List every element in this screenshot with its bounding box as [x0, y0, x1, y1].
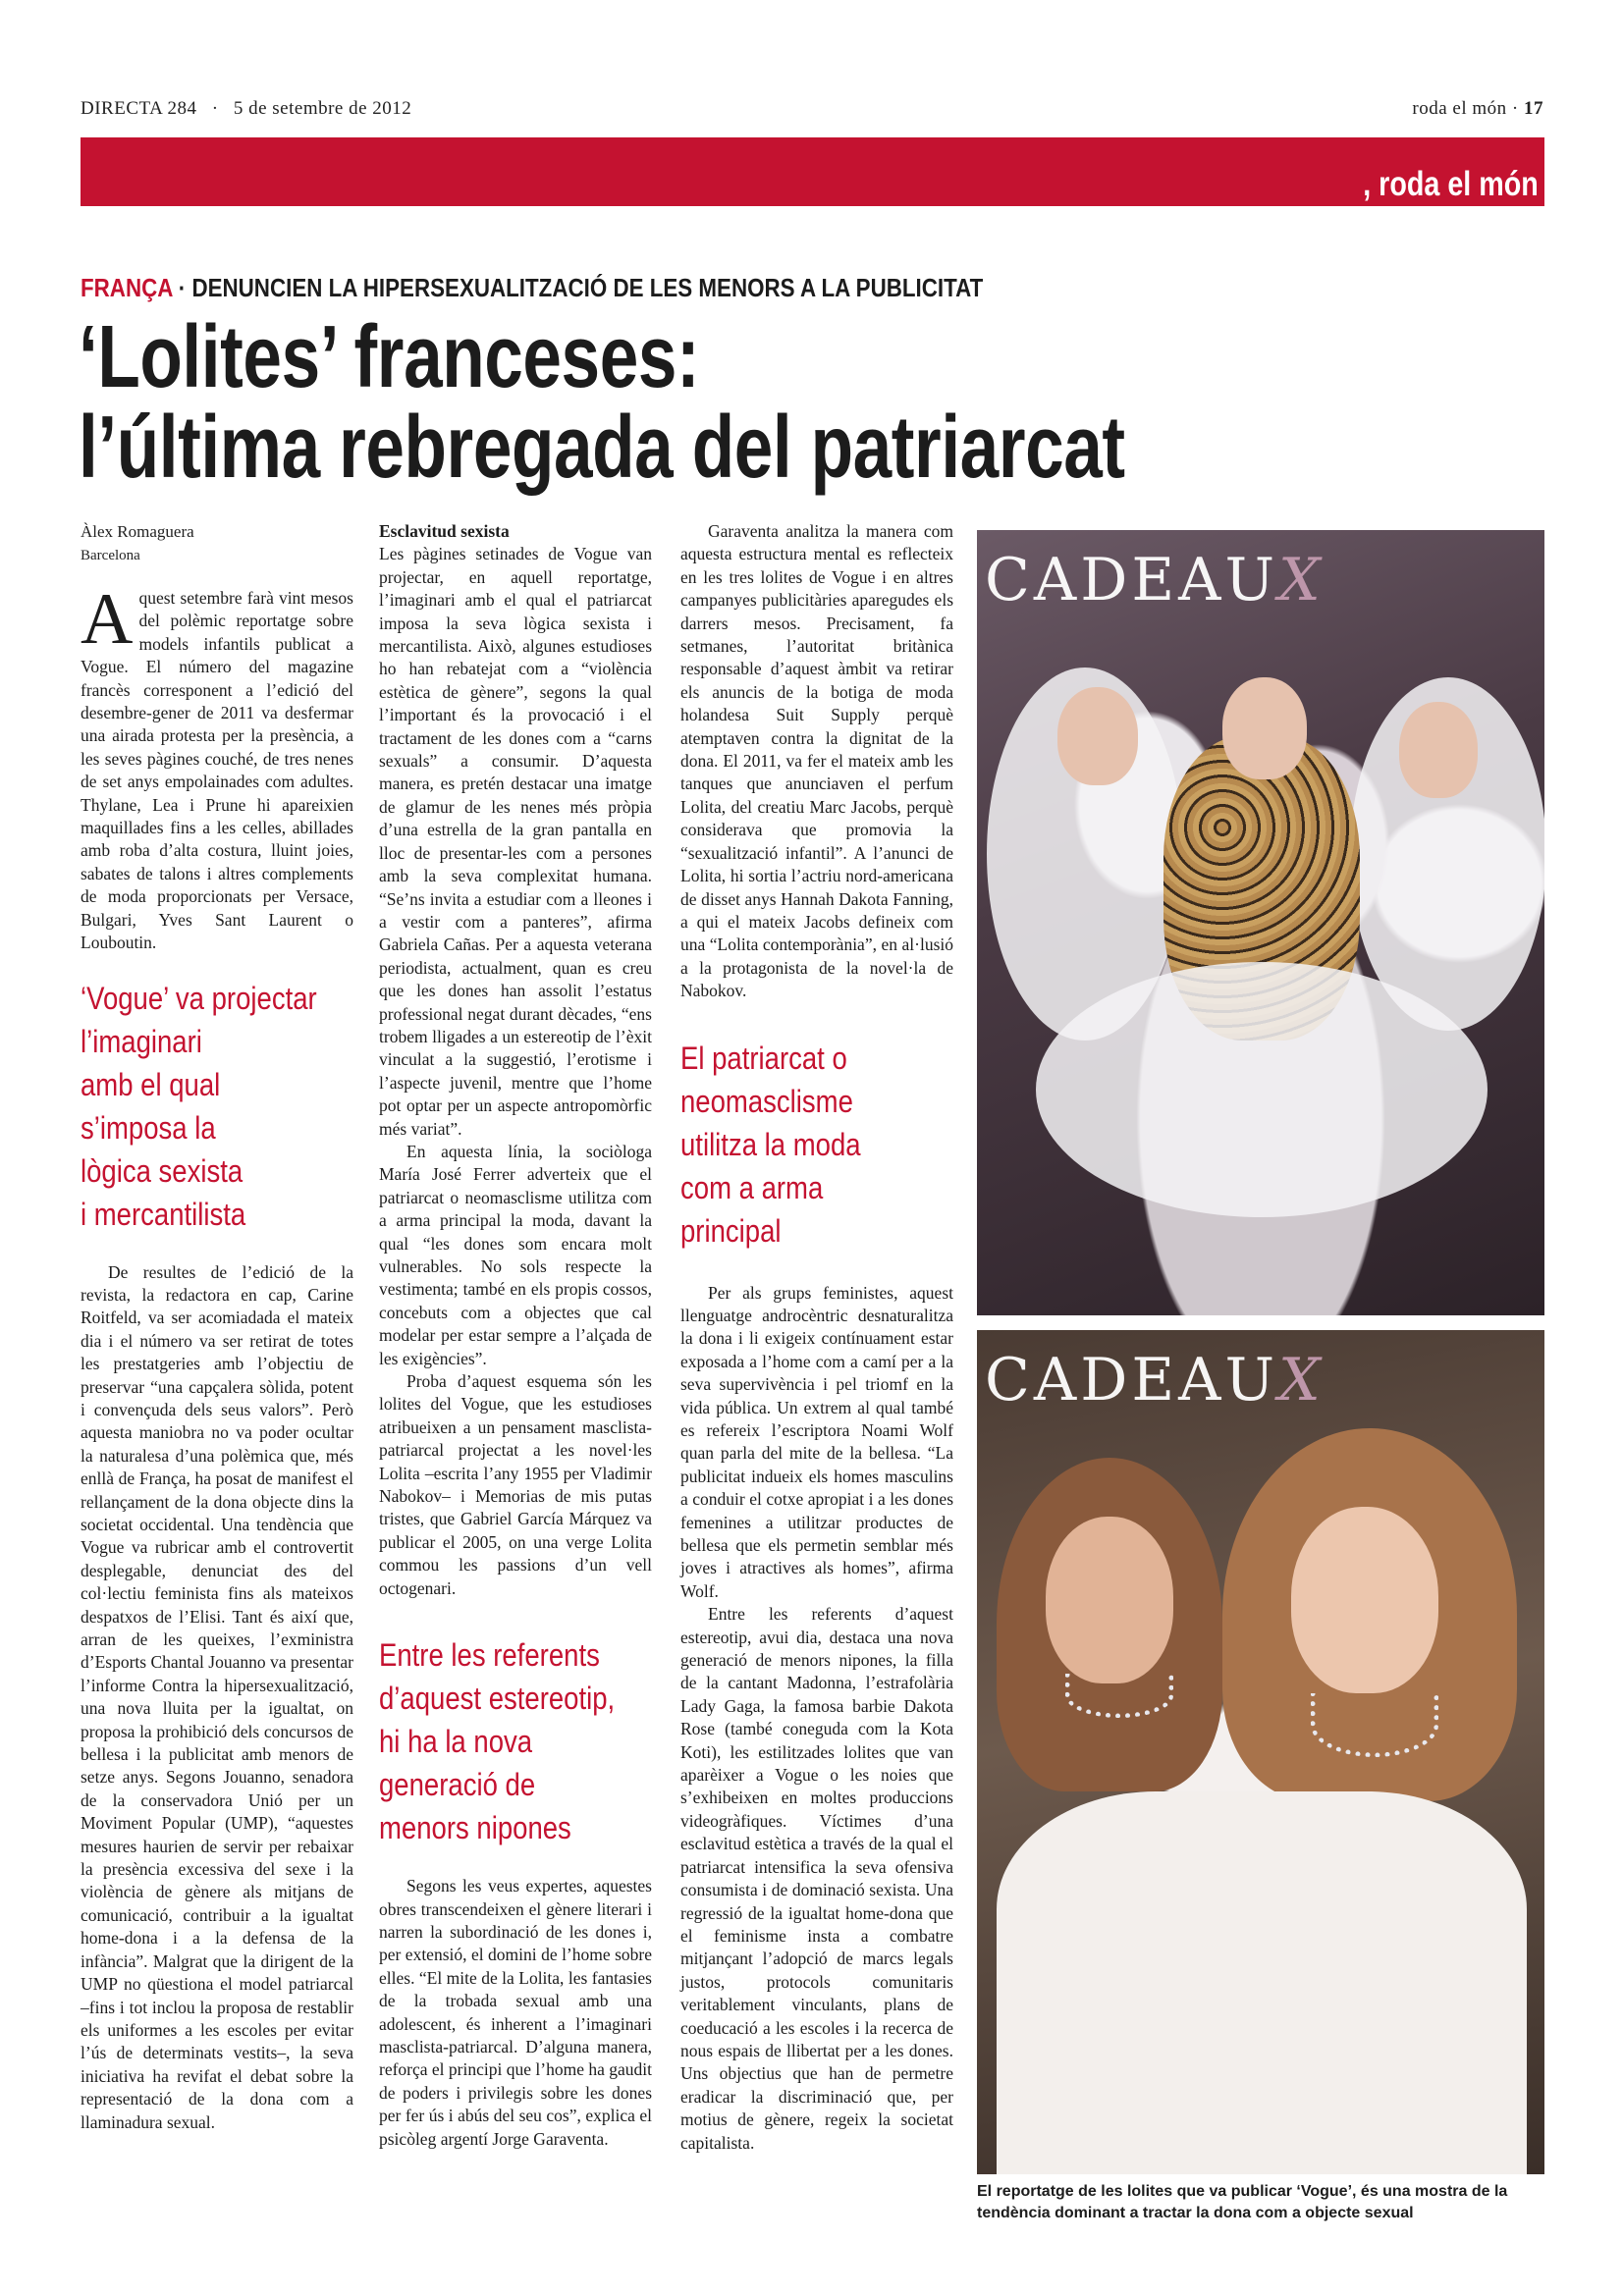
face-left [1057, 687, 1138, 785]
byline-location: Barcelona [81, 548, 140, 563]
running-head-right [1412, 98, 1543, 120]
headline [79, 308, 1397, 497]
publication-name: DIRECTA 284 [81, 98, 197, 119]
page-number: 17 [1524, 98, 1543, 119]
headline-line-2: l’última rebregada del patriarcat [79, 399, 1125, 497]
pull-quote-line: El patriarcat o [680, 1040, 847, 1076]
pull-quote-line: Entre les referents [379, 1637, 600, 1674]
header-separator: · [211, 98, 219, 119]
feathers [1036, 962, 1488, 1217]
face-right [1291, 1507, 1438, 1693]
magazine-title: CADEAUX [985, 1346, 1325, 1415]
running-head-left [81, 98, 411, 120]
pull-quote-line: s’imposa la [81, 1109, 216, 1146]
body-paragraph: De resultes de l’edició de la revista, la redactora en cap, Carine Roitfeld, va ser acomiadada el mateix dia i el número va ser retirat de totes les prestatgeries amb l’objectiu de preservar “una capçalera sòlida, potent i convençuda dels seus valors”. Però aquesta maniobra no va poder ocultar la naturalesa d’una polèmica que, més enllà de França, ha posat de manifest el rellançament de la dona objecte dins la societat occidental. Una tendència que Vogue va rubricar amb el controvertit desplegable, denunciat des del col·lectiu feminista fins als mateixos despatxos de l’Elisi. Tant és així que, arran de les queixes, l’exministra d’Esports Chantal Jouanno va presentar l’informe Contra la hipersexualització, una nova lluita per la igualtat, on proposa la prohibició dels concursos de bellesa i la publicitat amb menors de setze anys. Segons Jouanno, senadora de la conservadora Unió per un Moviment Popular (UMP), “aquestes mesures haurien de servir per rebaixar la presència excessiva del sexe i la violència de gènere als mitjans de comunicació, contribuir a la igualtat home-dona i a la defensa de la infància”. Malgrat que la dirigent de la UMP no qüestiona el model patriarcal –fins i tot inclou la proposa de restablir els uniformes a les escoles per evitar l’ús de determinats vestits–, la seva iniciativa ha revifat el debat sobre la representació de la dona com a llaminadura sexual. [81, 1261, 353, 2132]
kicker-topic: · DENUNCIEN LA HIPERSEXUALITZACIÓ DE LES MENORS A LA PUBLICITAT [172, 273, 984, 302]
necklace [1065, 1674, 1173, 1718]
body-paragraph: Proba d’aquest esquema són les lolites del Vogue, que les estudioses atribueixen a un pensament masclista-patriarcal projectat a les novel·les Lolita –escrita l’any 1955 per Vladimir Nabokov– i Memorias de mis putas tristes, que Gabriel García Márquez va publicar el 2005, on una verge Lolita commou les passions d’un vell octogenari. [379, 1371, 652, 1598]
section-band-label: , roda el món [1363, 165, 1539, 203]
pull-quote-line: lògica sexista [81, 1152, 243, 1189]
subhead: Esclavitud sexista [379, 521, 510, 541]
pull-quote-line: neomasclisme [680, 1083, 853, 1119]
face-right [1399, 702, 1478, 798]
running-head [81, 98, 1543, 132]
drop-cap: A [81, 579, 134, 660]
pull-quote-line: hi ha la nova [379, 1724, 533, 1760]
body-paragraph: Garaventa analitza la manera com aquesta estructura mental es reflecteix en les tres lolites de Vogue i en altres campanyes publicitàries aparegudes els darrers mesos. Precisament, fa setmanes, l’autoritat britànica responsable d’aquest àmbit va retirar els anuncis de la botiga de moda holandesa Suit Supply perquè atemptaven contra la dignitat de la dona. El 2011, va fer el mateix amb les tanques que anunciaven el perfum Lolita, del creatiu Marc Jacobs, perquè considerava que promovia la “sexualització infantil”. A l’anunci de Lolita, hi sortia l’actriu nord-americana de disset anys Hannah Dakota Fanning, a qui el mateix Jacobs defineix com una “Lolita contemporània”, en al·lusió a la protagonista de la novel·la de Nabokov. [680, 521, 953, 1001]
pull-quote-line: ‘Vogue’ va projectar [81, 980, 317, 1016]
section-name: roda el món · [1412, 98, 1519, 119]
issue-date: 5 de setembre de 2012 [233, 98, 412, 119]
pull-quote-line: com a arma [680, 1169, 824, 1205]
pull-quote-line: menors nipones [379, 1810, 571, 1846]
necklace [1311, 1693, 1438, 1757]
section-band [81, 137, 1544, 206]
body-paragraph: Per als grups feministes, aquest llenguatge androcèntric desnaturalitza la dona i li exigeix contínuament estar exposada a l’home com a camí per a la seva supervivència i pel triomf en la vida pública. Un extrem al qual també es refereix l’escriptora Noami Wolf quan parla del mite de la bellesa. “La publicitat indueix els homes masculins a conduir el cotxe apropiat i a les dones femenines a utilitzar productes de bellesa que els permetin semblar més joves i atractives als homes”, afirma Wolf. [680, 1282, 953, 1601]
kicker-country: FRANÇA [81, 273, 173, 302]
magazine-title: CADEAUX [985, 546, 1325, 614]
column-1 [81, 520, 353, 2134]
photo-caption: El reportatge de les lolites que va publicar ‘Vogue’, és una mostra de la tendència dominant a tractar la dona com a objecte sexual [977, 2183, 1508, 2221]
kicker [81, 273, 1338, 303]
pull-quote-line: l’imaginari [81, 1023, 202, 1059]
column-2 [379, 520, 652, 2151]
pull-quote-line: d’aquest estereotip, [379, 1681, 616, 1717]
pull-quote-line: utilitza la moda [680, 1126, 861, 1162]
column-3 [680, 520, 953, 2155]
pull-quote-line: principal [680, 1212, 782, 1249]
byline-author: Àlex Romaguera [81, 522, 194, 541]
body-paragraph: Les pàgines setinades de Vogue van projectar, en aquell reportatge, l’imaginari amb el qual el patriarcat imposa la seva lògica sexista i mercantilista. Això, algunes estudioses ho han rebatejat com a “violència estètica de gènere”, segons la qual l’important és la provocació i el tractament de les dones com a “carns sexuals” a consumir. D’aquesta manera, es pretén destacar una imatge de glamur de les nenes més pròpia d’una estrella de la gran pantalla en lloc de presentar-les com a persones amb la seva complexitat humana. “Se’ns invita a estudiar com a lleones i a vestir com a panteres”, afirma Gabriela Cañas. Per a aquesta veterana periodista, actualment, quan es creu que les dones han assolit l’estatus professional negat durant dècades, “ens trobem lligades a un estereotip de l’èxit vinculat a la suggestió, l’erotisme i l’aspecte juvenil, mentre que l’home pot optar per un aspecte antropomòrfic més variat”. [379, 544, 652, 1139]
pull-quote-1 [81, 977, 359, 1236]
pull-quote-line: amb el qual [81, 1066, 221, 1102]
photo-two-girls [977, 1330, 1544, 2174]
intro-text: quest setembre farà vint mesos del polèmic reportatge sobre models infantils publicat a Vogue. El número del magazine francès corresponent a l’edició del desembre-gener de 2011 va desfermar una airada protesta per la presència, a les seves pàgines couché, de tres nenes de set anys empolainades com adultes. Thylane, Lea i Prune hi apareixien maquillades fins a les celles, abillades amb roba d’alta costura, lluint joies, sabates de talons i altres complements de moda proporcionats per Versace, Bulgari, Yves Sant Laurent o Louboutin. [81, 588, 353, 953]
body-paragraph: En aquesta línia, la sociòloga María José Ferrer adverteix que el patriarcat o neomasclisme utilitza com a arma principal la moda, davant la qual “les dones som encara molt vulnerables. No sols respecte la vestimenta; també en els propis cossos, concebuts com a objectes que cal modelar per estar sempre a l’alçada de les exigències”. [379, 1141, 652, 1368]
pull-quote-line: generació de [379, 1767, 536, 1803]
pull-quote-line: i mercantilista [81, 1196, 246, 1232]
pull-quote-3 [680, 1037, 959, 1253]
face-left [1046, 1517, 1173, 1683]
body-paragraph: Segons les veus expertes, aquestes obres transcendeixen el gènere literari i narren la subordinació de les dones i, per extensió, el domini de l’home sobre elles. “El mite de la Lolita, les fantasies de la trobada sexual amb una adolescent, és inherent a l’imaginari masclista-patriarcal. D’alguna manera, reforça el principi que l’home ha gaudit de poders i privilegis sobre les dones per fer ús i abús del seu cos”, explica el psicòleg argentí Jorge Garaventa. [379, 1876, 652, 2149]
body-paragraph: Entre les referents d’aquest estereotip, avui dia, destaca una nova generació de menors nipones, la filla de la cantant Madonna, l’estrafolària Lady Gaga, la famosa barbie Dakota Rose (també coneguda com la Kota Koti), les estilitzades lolites que van aparèixer a Vogue o les noies que s’exhibeixen en moltes produccions videogràfiques. Víctimes d’una esclavitud estètica a través de la qual el patriarcat intensifica la seva ofensiva consumista i de dominació sexista. Una regressió de la igualtat home-dona que el feminisme insta a combatre mitjançant l’adopció de marcs legals justos, protocols comunitaris veritablement vinculants, plans de coeducació a les escoles i la recerca de nous espais de llibertat per a les dones. Uns objectius que han de permetre eradicar la discriminació que, per motius de gènere, regeix la societat capitalista. [680, 1604, 953, 2153]
intro-paragraph [81, 579, 353, 955]
photo-three-girls [977, 530, 1544, 1315]
headline-line-1: ‘Lolites’ franceses: [79, 308, 700, 406]
pull-quote-2 [379, 1633, 658, 1849]
dress [997, 1791, 1527, 2174]
face-center [1222, 677, 1307, 779]
